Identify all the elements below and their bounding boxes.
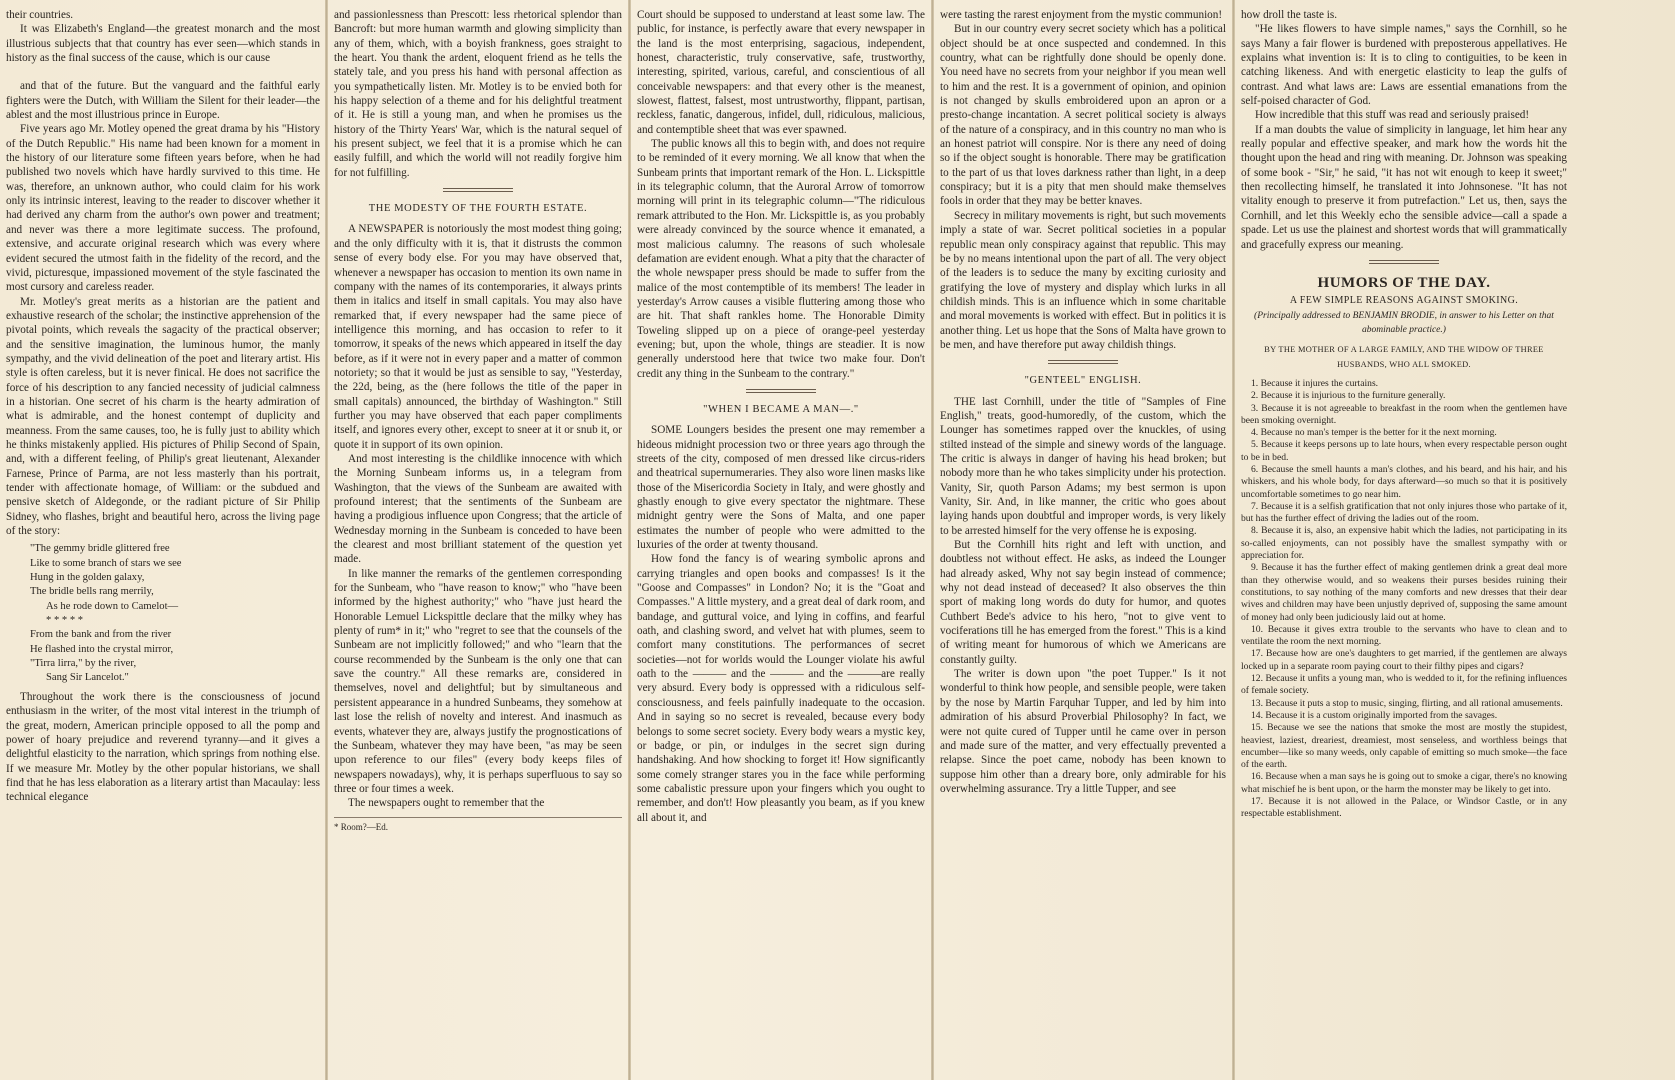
column-4-text <box>940 8 1226 352</box>
column-divider <box>931 0 934 1080</box>
verse-line: Sang Sir Lancelot." <box>46 672 129 684</box>
list-item: 17. Because it is not allowed in the Palace, or Windsor Castle, or in any respectable establishment. <box>1241 796 1567 820</box>
verse-line: From the bank and from the river <box>30 629 172 641</box>
paragraph: The newspapers ought to remember that the <box>348 797 545 810</box>
paragraph: how droll the taste is. <box>1241 9 1338 21</box>
list-item: 6. Because the smell haunts a man's clothes, and his beard, and his hair, and his whiskers, and his whole body, for days afterward—so much so that it is positively uncomfortable sometimes to go near him. <box>1241 463 1567 500</box>
paragraph: How incredible that this stuff was read and seriously praised! <box>1255 109 1530 122</box>
paragraph: THE last Cornhill, under the title of "Samples of Fine English," treats, good-humoredly, of the custom, which the Lounger has sometimes rapped over the knuckles, of using stilted instead of the simple and sinewy words of the language. The critic is always in danger of having his head broken; but nobody more than he who takes simplicity under his protection. Vanity, Sir, quoth Parson Adams; my best sermon is upon Vanity, Sir. And, in like manner, the critic who goes about laying hands upon doubtful and improper words, is very likely to be arrested himself for the very offense he is exposing. <box>940 395 1226 537</box>
paragraph: The writer is down upon "the poet Tupper." Is it not wonderful to think how people, and sensible people, were taken by the nose by Martin Farquhar Tupper, and led by him into admiration of his absurd Proverbial Philosophy? In fact, we were not quite cured of Tupper until he came over in person and made sure of the matter, and very effectually prevented a relapse. Since the poet came, nobody has been known to suppose him other than a dreary bore, only admirable for his overwhelming assurance. Try a little Tupper, and see <box>940 668 1226 795</box>
list-item: 4. Because no man's temper is the better for it the next morning. <box>1251 427 1497 439</box>
paragraph: Secrecy in military movements is right, but such movements imply a state of war. Secret political societies in a popular republic mean only conspiracy against that republic. This may be by no means intentional upon the part of all. The very object of the leaders is to seduce the many by exciting curiosity and gratifying the love of mystery and display which lurks in all childish minds. This is an influence which in some charitable and moral movements is worked with effect. But in politics it is another thing. Let us hope that the Sons of Malta have grown to be men, and have therefore put away childish things. <box>940 209 1226 351</box>
paragraph: The public knows all this to begin with, and does not require to be reminded of it every morning. We all know that when the Sunbeam prints that important remark of the Hon. L. Lickspittle in its telegraphic column, that the Auroral Arrow of tomorrow morning will print in its telegraphic column—"The ridiculous remark attributed to the Hon. Mr. Lickspittle is, as you probably were already convinced by the source whence it emanated, a most malicious calumny. The reasons of such wholesale defamation are evident enough. What a pity that the character of the whole newspaper press should be made to suffer from the malice of the most contemptible of its members! The leader in yesterday's Arrow causes a visible fluttering among those who are hit. That shaft rankles home. The Honorable Dimity Toweling slipped up on a piece of orange-peel yesterday evening; but, upon the whole, things are steadier. It is now generally understood here that twice two make four. Don't credit any thing in the Sunbeam to the contrary." <box>637 138 925 380</box>
paragraph: How fond the fancy is of wearing symbolic aprons and carrying triangles and open books and compasses! Is it the "Goose and Compasses" in London? No; it is the "Goat and Compasses." A little mystery, and a great deal of dark room, and bandage, and guttural voice, and lying in coffins, and fearful oath, and clashing sword, and velvet hat with plumes, seem to comfort many constitutions. The performances of secret societies—not for worlds would the Lounger violate his awful oath to the ——— and the ——— and the ———are really very absurd. Every body is oppressed with a ridiculous self-consciousness, and feels painfully inadequate to the occasion. And in saying so no secret is revealed, because every body belongs to some secret society. Every body wears a mystic key, or badge, or pin, or indulges in the secret sign during handshaking. And how shocking to forget it! How significantly some comely stranger stares you in the face while performing some cabalistic pressure upon your fingers which you ought to remember, and don't! How pleasantly you beam, as if you knew all about it, and <box>637 553 925 824</box>
column-1 <box>2 8 324 1076</box>
list-item: 12. Because it unfits a young man, who is wedded to it, for the refining influences of female society. <box>1241 673 1567 697</box>
section-rule <box>443 188 513 192</box>
paragraph: Court should be supposed to understand at least some law. The public, for instance, is perfectly aware that every newspaper in the land is the most enterprising, sagacious, independent, honest, characteristic, truly conservative, safe, trustworthy, interesting, spirited, various, careful, and conscientious of all conceivable newspapers: and that every other is the meanest, slowest, flattest, falsest, most untrustworthy, flippant, partisan, reckless, fanatic, dangerous, infidel, dull, ridiculous, malicious, and contemptible sheet that was ever spawned. <box>637 9 925 136</box>
verse-line: Hung in the golden galaxy, <box>30 572 145 584</box>
list-item: 1. Because it injures the curtains. <box>1251 377 1379 389</box>
column-divider <box>628 0 631 1080</box>
verse-line: As he rode down to Camelot— <box>46 600 179 612</box>
column-2 <box>330 8 626 1076</box>
list-item: 2. Because it is injurious to the furniture generally. <box>1251 390 1446 402</box>
section-rule <box>1369 260 1439 264</box>
list-item: 5. Because it keeps persons up to late hours, when every respectable person ought to be in bed. <box>1241 439 1567 463</box>
paragraph: In like manner the remarks of the gentlemen corresponding for the Sunbeam, who "have reason to know;" who "have been informed by the highest authority;" who "have just heard the Honorable Lemuel Lickspittle declare that the milky whey has plenty of rum* in it;" who "regret to see that the counsels of the Sunbeam are not implicitly followed;" and who "learn that the course recommended by the Sunbeam is the only one that can save the country." All these remarks are, considered in themselves, novel and delightful; but by simultaneous and persistent appearance in a hundred Sunbeams, they somehow at last lose the relish of novelty and interest. And inasmuch as events, whatever they are, always justify the prognostications of the Sunbeam, whatever they may have been, "as may be seen upon reference to our files" (every body keeps files of newspapers nowadays), why, it is perhaps superfluous to say so three or four times a week. <box>334 567 622 795</box>
column-1-text <box>6 8 320 538</box>
column-divider <box>325 0 328 1080</box>
paragraph: and passionlessness than Prescott: less rhetorical splendor than Bancroft: but more human warmth and glowing simplicity than any of them, which, with a boyish frankness, goes straight to the heart. You thank the ardent, eloquent friend as he tells the stately tale, and you press his hand with personal affection as you sympathetically listen. Mr. Motley is to be envied both for his happy selection of a theme and for his delightful treatment of it. He is still a young man, and when he promises us the history of the Thirty Years' War, which is the natural sequel of his present subject, we feel that it is a promise which he can easily fulfill, and which the world will not readily forgive him for not fulfilling. <box>334 9 622 179</box>
column-5-text <box>1241 8 1567 252</box>
column-2-continuation <box>334 222 622 810</box>
paragraph: And most interesting is the childlike innocence with which the Morning Sunbeam informs us, in a telegram from Washington, that the views of the Sunbeam are awaited with profound interest; that the sentiments of the Sunbeam are having a prodigious influence upon Congress; that the article of Wednesday morning in the Sunbeam is conceded to have been the clearest and most brilliant statement of the question yet made. <box>334 452 622 566</box>
list-item: 15. Because we see the nations that smoke the most are mostly the stupidest, heaviest, laziest, dreariest, dreamiest, most senseless, and worthless beings that encumber—like so many weeds, only capable of emitting so much smoke—the face of the earth. <box>1241 722 1567 771</box>
column-3-text <box>637 8 925 381</box>
verse-line: Like to some branch of stars we see <box>30 557 182 569</box>
section-rule <box>746 389 816 393</box>
paragraph: Mr. Motley's great merits as a historian are the patient and exhaustive research of the scholar; the instinctive apprehension of the pivotal points, which reveals the sagacity of the practical observer; and the sensitive imagination, the luminous humor, the manly sympathy, and the vivid delineation of the poet and literary artist. His style is often careless, but it is never finical. He does not sacrifice the force of his description to any fancied necessity of judicial calmness in a historian. One secret of his charm is the hearty admiration of what is admirable, and the honest contempt of duplicity and meanness. From the same causes, too, he is fully just to ability which he thinks mistakenly applied. His pictures of Philip Second of Spain, and, with a different feeling, of Philip's great lieutenant, Alexander Farnese, Prince of Parma, are not less masterly than his portrait, tender with affectionate homage, of William: or the subdued and pensive sketch of Aldegonde, or the radiant picture of Sir Philip Sidney, who flashes, bright and beautiful hero, across the living page of the story: <box>6 295 320 538</box>
humors-of-the-day-heading: HUMORS OF THE DAY. <box>1317 274 1491 291</box>
paragraph: were tasting the rarest enjoyment from the mystic communion! <box>940 9 1223 21</box>
paragraph: Throughout the work there is the consciousness of jocund enthusiasm in the writer, of the most vital interest in the triumph of the great, modern, American principle opposed to all the pomp and power of hoary prejudice and reverend tyranny—and it gives a delightful elasticity to the narration, which springs from nothing else. If we measure Mr. Motley by the other popular historians, we shall find that he has less elaboration as a literary artist than Macaulay: less technical elegance <box>6 690 320 804</box>
verse-line: The bridle bells rang merrily, <box>30 586 154 598</box>
list-item: 9. Because it has the further effect of making gentlemen drink a great deal more than they otherwise would, and so weakens their purses besides ruining their constitutions, to say nothing of the many comforts and new dresses that their dear wives and children may have been unjustly deprived of, supposing the same amount of money had only been judiciously laid out at home. <box>1241 562 1567 623</box>
list-item: 17. Because how are one's daughters to get married, if the gentlemen are always locked up in a separate room paying court to their filthy pipes and cigars? <box>1241 648 1567 672</box>
verse-line: He flashed into the crystal mirror, <box>30 643 174 655</box>
list-item: 7. Because it is a selfish gratification that not only injures those who partake of it, but has the further effect of driving the ladies out of the room. <box>1241 500 1567 525</box>
article-heading-became-a-man: "WHEN I BECAME A MAN—." <box>703 403 859 415</box>
smoking-dedication: (Principally addressed to BENJAMIN BRODIE, in answer to his Letter on that abominable practice.) <box>1254 310 1554 335</box>
column-1-continuation <box>6 690 320 805</box>
column-3 <box>633 8 929 1076</box>
paragraph: Five years ago Mr. Motley opened the great drama by his "History of the Dutch Republic." His name had been known for a moment in the history of our literature some fifteen years before, when he had published two novels which have hardly survived to this time. He was, therefore, an unknown author, who could claim for his work only its intrinsic interest, leaving to the reader to discover whether it had derived any charm from the author's own power and treatment; and never was there a more legitimate success. The profound, extensive, and accurate original research which was every where evident secured the utmost faith in the fidelity of the record, and the vivid, picturesque, impassioned movement of the style fascinated the most cursory and careless reader. <box>6 123 320 294</box>
list-item: 14. Because it is a custom originally imported from the savages. <box>1251 709 1498 721</box>
verse-line: * * * * * <box>46 615 84 627</box>
column-divider <box>1232 0 1235 1080</box>
section-rule <box>1048 360 1118 364</box>
paragraph: SOME Loungers besides the present one may remember a hideous midnight procession two or three years ago through the streets of the city, composed of men dressed like circus-riders and theatrical supernumeraries. They also wore linen masks like those of the Misericordia Society in Italy, and were ghostly and ghastly enough to give every spectator the nightmare. These midnight gentry were the Sons of Malta, and one paper estimates the number of people who were admitted to the luxuries of the order at twenty thousand. <box>637 424 925 552</box>
paragraph: It was Elizabeth's England—the greatest monarch and the most illustrious subjects that that country has ever seen—which stands in history as the final success of the cause, which is our cause <box>6 23 320 65</box>
article-heading-genteel-english: "GENTEEL" ENGLISH. <box>1024 375 1142 387</box>
smoking-subheading: A FEW SIMPLE REASONS AGAINST SMOKING. <box>1289 295 1519 307</box>
list-item: 3. Because it is not agreeable to breakfast in the room when the gentlemen have been smoking overnight. <box>1241 402 1567 426</box>
paragraph: But in our country every secret society which has a political object should be at once suspected and condemned. In this country, what can be rightfully done should be openly done. You need have no secrets from your neighbor if you mean well to him and the rest. It is a government of opinion, and opinion is not changed by skulls embroidered upon an apron or a presto-change incantation. A secret political society is always of the nature of a conspiracy, and in this country no man who is an honest patriot will conspire. Nor is there any need of doing so if the object sought is honorable. There may be gratification to the part of us that loves darkness rather than light, in a deep conspiracy; but it is a pity that men should make themselves fools in order that they may be better knaves. <box>940 23 1226 208</box>
column-5 <box>1237 8 1571 1076</box>
list-item: 13. Because it puts a stop to music, singing, flirting, and all rational amusements. <box>1251 697 1563 709</box>
column-4-continuation <box>940 395 1226 797</box>
verse-line: "Tirra lirra," by the river, <box>30 658 137 670</box>
list-item: 10. Because it gives extra trouble to the servants who have to clean and to ventilate the room the next morning. <box>1241 623 1567 648</box>
column-2-text <box>334 8 622 180</box>
footnote: * Room?—Ed. <box>334 817 622 834</box>
column-4 <box>936 8 1230 1076</box>
paragraph: their countries. <box>6 9 74 21</box>
verse-line: "The gemmy bridle glittered free <box>30 543 170 555</box>
column-3-continuation <box>637 423 925 825</box>
paragraph: If a man doubts the value of simplicity in language, let him hear any really popular and effective speaker, and mark how the words hit the thought upon the head and ring with meaning. Dr. Johnson was speaking of some book - "Sir," he said, "it has not wit enough to keep it sweet;" then recollecting himself, he translated it into Johnsonese. "It has not vitality enough to preserve it from putrefaction." Let us, then, says the Cornhill, and let this Weekly echo the sensible advice—call a spade a spade. Let us use the plainest and shortest words that will grammatically and gracefully express our meaning. <box>1241 123 1567 251</box>
paragraph: A NEWSPAPER is notoriously the most modest thing going; and the only difficulty with it is, that it distrusts the common sense of every body else. For you may have observed that, whenever a newspaper has occasion to mention its own name in company with the names of its contemporaries, it always prints them in italics and itself in small capitals. You may also have remarked that, if every newspaper had the same piece of intelligence this morning, and has occasion to refer to it tomorrow, it speaks of the news which appeared in itself the day before, as if it were not in every paper and a matter of common notoriety; so that it would be just as sensible to say, "Yesterday, the 22d, being, as the (here follows the title of the paper in small capitals) announced, the birthday of Washington." Still further you may have observed that each paper compliments itself, and ignores every other, except to sneer at it or snub it, or quote it in support of its own opinion. <box>334 223 622 451</box>
paragraph: But the Cornhill hits right and left with unction, and doubtless not without effect. He asks, as indeed the Lounger had already asked, Why not say begin instead of commence; why not dead instead of deceased? It also observes the thin sport of making long words do duty for humor, and quotes Cuthbert Bede's advice to his hero, "not to give vent to vociferations till he has emerged from the forest." This is a kind of writing meant for humorous of which we Americans are constantly guilty. <box>940 539 1226 666</box>
tennyson-verse <box>30 542 320 685</box>
paragraph: and that of the future. But the vanguard and the faithful early fighters were the Dutch, with William the Silent for their leader—the ablest and the most illustrious prince in Europe. <box>6 80 320 122</box>
list-item: 8. Because it is, also, an expensive habit which the ladies, not participating in its so-called enjoyments, can not possibly have the smallest sympathy with or appreciation for. <box>1241 525 1567 562</box>
smoking-reasons-list <box>1241 378 1567 821</box>
paragraph: "He likes flowers to have simple names," says the Cornhill, so he says Many a fair flower is burdened with preposterous appellatives. He explains what invention is: It is to cling to contiguities, to be keen in catching likeness. And with energetic elasticity to leap the gulfs of contrast. And what laws are: Laws are essential emanations from the self-poised character of God. <box>1241 23 1567 108</box>
smoking-byline: BY THE MOTHER OF A LARGE FAMILY, AND THE WIDOW OF THREE HUSBANDS, WHO ALL SMOKED. <box>1264 345 1544 369</box>
article-heading-modesty: THE MODESTY OF THE FOURTH ESTATE. <box>368 203 588 215</box>
list-item: 16. Because when a man says he is going out to smoke a cigar, there's no knowing what mischief he is bent upon, or the harm the monster may be likely to get into. <box>1241 771 1567 795</box>
